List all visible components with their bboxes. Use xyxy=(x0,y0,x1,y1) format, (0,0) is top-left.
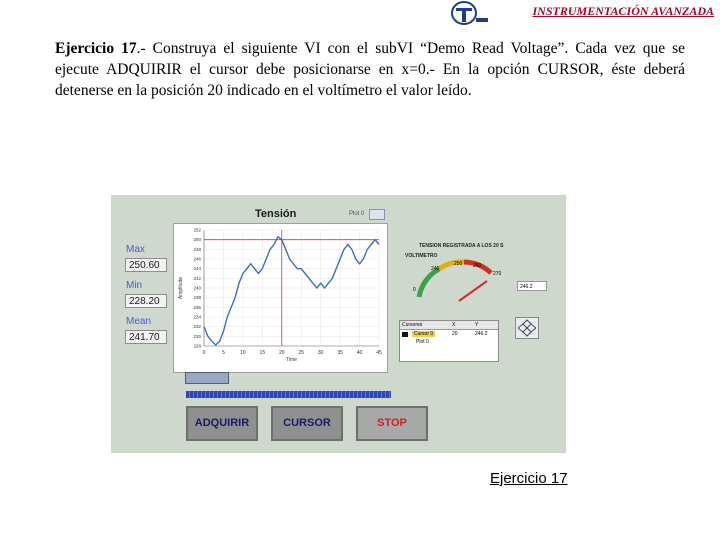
meter-needle xyxy=(459,281,487,301)
plot-legend-swatch[interactable] xyxy=(369,209,385,220)
y-tick-label-0: 228 xyxy=(193,343,201,349)
x-tick-label-0: 0 xyxy=(202,350,206,356)
mean-indicator: 241.70 xyxy=(125,330,167,344)
y-axis-label: Amplitude xyxy=(178,276,184,300)
labview-front-panel xyxy=(111,195,566,453)
meter-tick-0: 0 xyxy=(413,287,416,293)
y-tick-label-2: 232 xyxy=(193,324,201,330)
mean-label: Mean xyxy=(126,316,152,327)
meter-title: TENSION REGISTRADA A LOS 20 S xyxy=(419,243,504,249)
y-tick-label-8: 244 xyxy=(193,266,201,272)
graph-title: Tensión xyxy=(255,208,297,220)
acquisition-progress-bar xyxy=(186,391,391,398)
y-tick-label-5: 238 xyxy=(193,295,201,301)
exercise-link[interactable]: Ejercicio 17 xyxy=(490,470,568,487)
y-tick-label-12: 252 xyxy=(193,227,201,233)
cursor-header-y: Y xyxy=(475,322,479,328)
waveform-plot-area xyxy=(174,224,387,372)
y-tick-label-1: 230 xyxy=(193,333,201,339)
voltage-series-line xyxy=(204,237,379,345)
plot-legend: Plot 0 xyxy=(349,211,365,217)
cursor-legend[interactable] xyxy=(399,320,499,362)
cursor-move-icon xyxy=(516,318,538,338)
y-tick-label-6: 240 xyxy=(193,285,201,291)
cursor-header-x: X xyxy=(452,322,456,328)
x-tick-label-7: 35 xyxy=(337,350,343,356)
voltmeter-gauge xyxy=(409,259,509,305)
min-indicator: 228.20 xyxy=(125,294,167,308)
y-tick-label-7: 242 xyxy=(193,275,201,281)
meter-tick-3: 260 xyxy=(473,263,482,269)
meter-subtitle: VOLTIMETRO xyxy=(405,253,438,259)
x-tick-label-3: 15 xyxy=(259,350,266,356)
x-tick-label-4: 20 xyxy=(278,350,285,356)
y-tick-label-9: 246 xyxy=(193,256,201,262)
stop-button[interactable]: STOP xyxy=(356,406,428,441)
max-indicator: 250.60 xyxy=(125,258,167,272)
meter-tick-4: 270 xyxy=(493,271,502,277)
cursor-row-x: 20 xyxy=(452,331,458,337)
y-tick-label-4: 236 xyxy=(193,304,201,310)
waveform-graph[interactable] xyxy=(173,223,388,373)
x-tick-label-5: 25 xyxy=(298,350,305,356)
x-tick-label-1: 5 xyxy=(222,350,225,356)
x-tick-label-9: 45 xyxy=(376,350,382,356)
cursor-mover-control[interactable] xyxy=(515,317,539,339)
x-tick-label-6: 30 xyxy=(317,350,324,356)
exercise-body: .- Construya el siguiente VI con el subVI “Demo Read Voltage”. Cada vez que se ejecute ADQUIRIR el cursor debe posicionarse en x=0.- En la opción CURSOR, éste deberá detenerse en la posición 20 indicado en el voltímetro el valor leído. xyxy=(55,40,685,99)
x-tick-label-2: 10 xyxy=(240,350,246,356)
x-tick-label-8: 40 xyxy=(356,350,363,356)
cursor-header-name: Cursores xyxy=(402,322,423,328)
min-label: Min xyxy=(126,280,143,291)
y-tick-label-10: 248 xyxy=(193,246,201,252)
cursor-row-plot: Plot 0 xyxy=(416,339,429,345)
cursor-button[interactable]: CURSOR xyxy=(271,406,343,441)
max-label: Max xyxy=(126,244,145,255)
acquire-button[interactable]: ADQUIRIR xyxy=(186,406,258,441)
institution-logo-icon xyxy=(450,0,490,26)
course-title: INSTRUMENTACIÓN AVANZADA xyxy=(532,4,714,18)
cursor-row-y: 246.2 xyxy=(475,331,488,337)
y-tick-label-11: 250 xyxy=(193,237,201,243)
graph-palette[interactable] xyxy=(185,372,229,384)
y-tick-label-3: 234 xyxy=(193,314,201,320)
meter-tick-1: 240 xyxy=(431,266,440,272)
exercise-label: Ejercicio 17 xyxy=(55,40,137,57)
meter-readout: 246.2 xyxy=(517,281,547,291)
cursor-row-name: Cursor 0 xyxy=(414,331,434,337)
x-axis-label: Time xyxy=(286,357,297,363)
meter-tick-2: 250 xyxy=(454,261,463,267)
exercise-statement xyxy=(55,38,685,101)
